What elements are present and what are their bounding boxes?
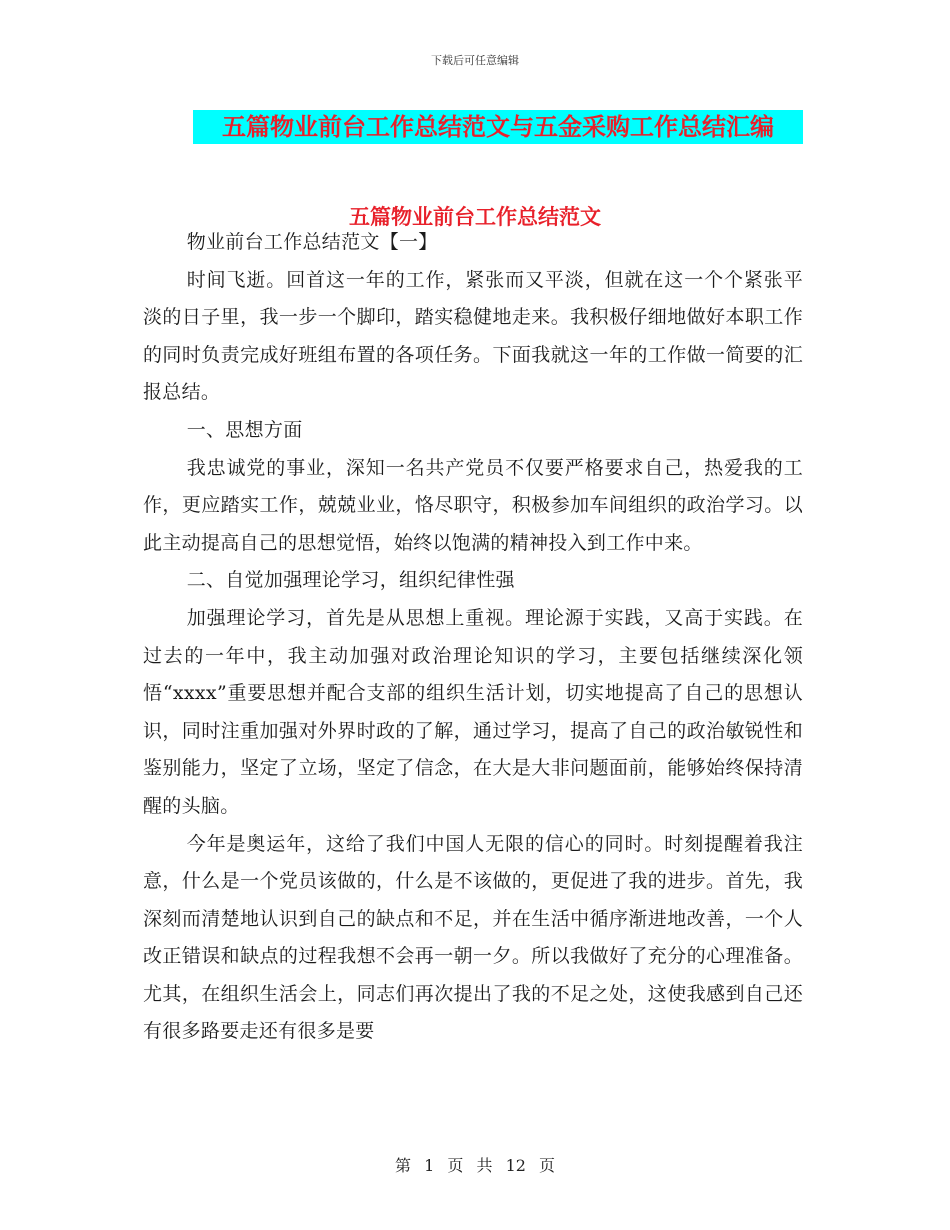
header-note: 下载后可任意编辑	[431, 54, 519, 67]
paragraph: 加强理论学习，首先是从思想上重视。理论源于实践，又高于实践。在过去的一年中，我主动加强对政治理论知识的学习，主要包括继续深化领悟“xxxx”重要思想并配合支部的组织生活计划，切实地提高了自己的思想认识，同时注重加强对外界时政的了解，通过学习，提高了自己的政治敏锐性和鉴别能力，坚定了立场，坚定了信念，在大是大非问题面前，能够始终保持清醒的头脑。	[143, 606, 803, 817]
paragraph-heading-1: 物业前台工作总结范文【一】	[186, 231, 438, 253]
section-title: 五篇物业前台工作总结范文	[349, 205, 601, 229]
paragraph: 时间飞逝。回首这一年的工作，紧张而又平淡，但就在这一个个紧张平淡的日子里，我一步一个脚印，踏实稳健地走来。我积极仔细地做好本职工作的同时负责完成好班组布置的各项任务。下面我就这一年的工作做一简要的汇报总结。	[143, 268, 803, 404]
footer-total-prefix: 共	[476, 1156, 493, 1175]
paragraph: 我忠诚党的事业，深知一名共产党员不仅要严格要求自己，热爱我的工作，更应踏实工作，兢兢业业，恪尽职守，积极参加车间组织的政治学习。以此主动提高自己的思想觉悟，始终以饱满的精神投入到工作中来。	[143, 456, 803, 554]
document-title: 五篇物业前台工作总结范文与五金采购工作总结汇编	[222, 113, 774, 141]
section-heading-thought: 一、思想方面	[186, 418, 303, 441]
paragraph: 今年是奥运年，这给了我们中国人无限的信心的同时。时刻提醒着我注意，什么是一个党员该做的，什么是不该做的，更促进了我的进步。首先，我深刻而清楚地认识到自己的缺点和不足，并在生活中循序渐进地改善，一个人改正错误和缺点的过程我想不会再一朝一夕。所以我做好了充分的心理准备。尤其，在组织生活会上，同志们再次提出了我的不足之处，这使我感到自己还有很多路要走还有很多是要	[143, 832, 803, 1043]
section-heading-theory: 二、自觉加强理论学习，组织纪律性强	[186, 569, 515, 592]
footer-total-pages: 12	[505, 1156, 526, 1175]
footer-prefix: 第	[394, 1156, 411, 1175]
footer-page-unit: 页	[447, 1156, 464, 1175]
footer-total-unit: 页	[539, 1156, 556, 1175]
footer-page-number: 1	[424, 1156, 435, 1175]
page-footer	[0, 1153, 950, 1176]
document-body	[143, 224, 803, 1051]
